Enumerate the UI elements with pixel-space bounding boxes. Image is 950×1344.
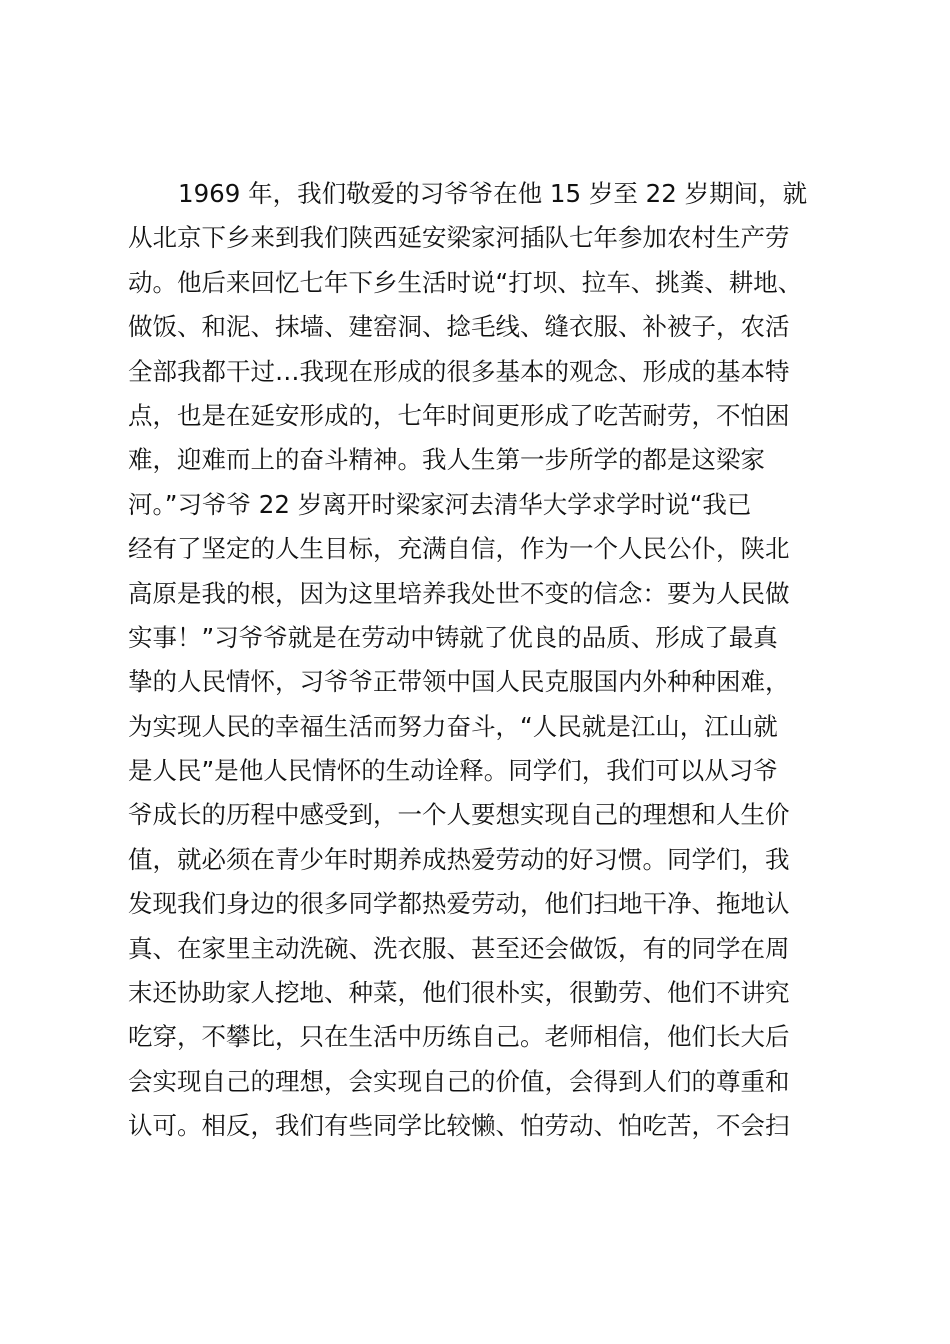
text-line: 爷成长的历程中感受到，一个人要想实现自己的理想和人生价	[128, 800, 790, 830]
text-line: 高原是我的根，因为这里培养我处世不变的信念：要为人民做	[128, 578, 790, 608]
text-line: 发现我们身边的很多同学都热爱劳动，他们扫地干净、拖地认	[128, 889, 790, 919]
text-line: 经有了坚定的人生目标，充满自信，作为一个人民公仆，陕北	[128, 534, 790, 564]
text-line: 末还协助家人挖地、种菜，他们很朴实，很勤劳、他们不讲究	[128, 978, 790, 1008]
text-line: 1969 年，我们敬爱的习爷爷在他 15 岁至 22 岁期间，就	[178, 179, 808, 208]
text-line: 实事！”习爷爷就是在劳动中铸就了优良的品质、形成了最真	[128, 622, 778, 652]
text-line: 认可。相反，我们有些同学比较懒、怕劳动、怕吃苦，不会扫	[128, 1111, 790, 1141]
text-line: 从北京下乡来到我们陕西延安梁家河插队七年参加农村生产劳	[128, 223, 790, 253]
text-line: 是人民”是他人民情怀的生动诠释。同学们，我们可以从习爷	[128, 756, 778, 786]
text-line: 难，迎难而上的奋斗精神。我人生第一步所学的都是这梁家	[128, 445, 765, 475]
text-line: 挚的人民情怀，习爷爷正带领中国人民克服国内外种种困难，	[128, 667, 790, 697]
text-line: 动。他后来回忆七年下乡生活时说“打坝、拉车、挑粪、耕地、	[128, 267, 803, 297]
text-line: 全部我都干过…我现在形成的很多基本的观念、形成的基本特	[128, 356, 790, 386]
text-line: 值，就必须在青少年时期养成热爱劳动的好习惯。同学们，我	[128, 844, 790, 874]
text-line: 为实现人民的幸福生活而努力奋斗，“人民就是江山，江山就	[128, 711, 778, 741]
text-line: 吃穿，不攀比，只在生活中历练自己。老师相信，他们长大后	[128, 1022, 790, 1052]
text-line: 会实现自己的理想，会实现自己的价值，会得到人们的尊重和	[128, 1066, 790, 1096]
text-line: 河。”习爷爷 22 岁离开时梁家河去清华大学求学时说“我已	[128, 489, 752, 519]
text-line: 做饭、和泥、抹墙、建窑洞、捻毛线、缝衣服、补被子，农活	[128, 312, 790, 342]
text-line: 点，也是在延安形成的，七年时间更形成了吃苦耐劳，不怕困	[128, 400, 790, 430]
body-paragraph	[128, 172, 848, 1149]
text-line: 真、在家里主动洗碗、洗衣服、甚至还会做饭，有的同学在周	[128, 933, 790, 963]
